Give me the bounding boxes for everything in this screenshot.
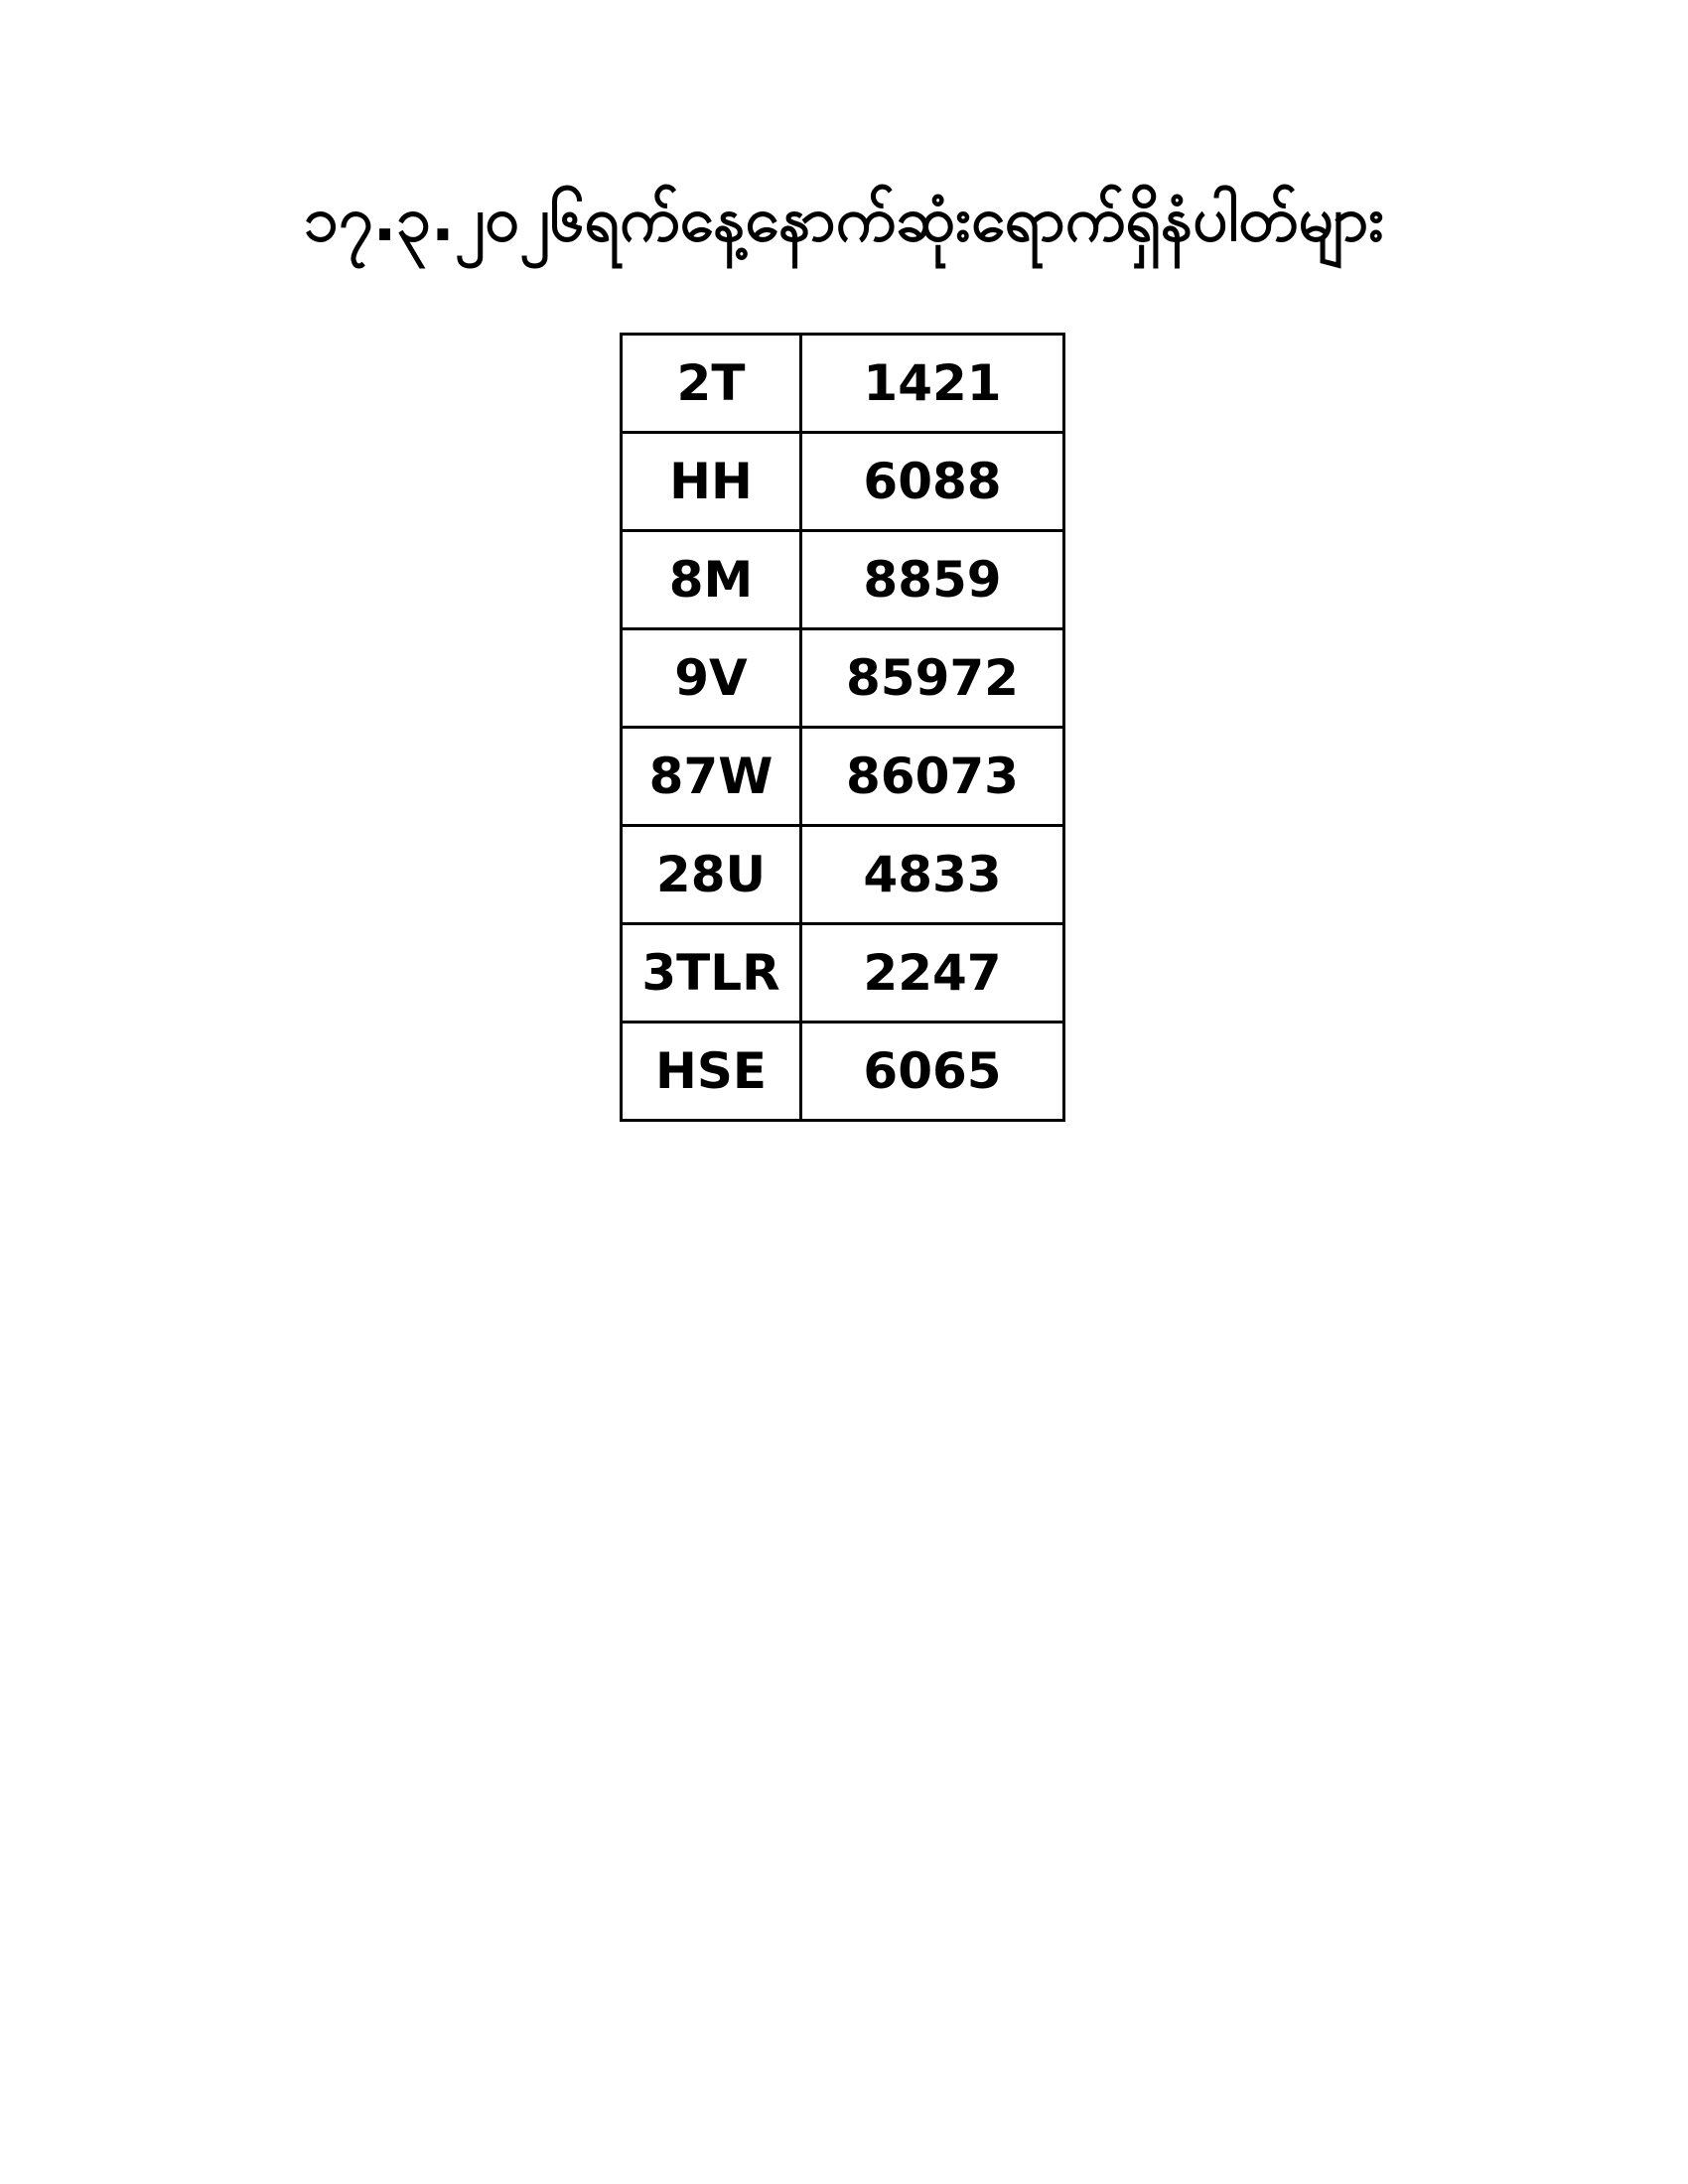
table-cell-code: 3TLR <box>622 924 801 1023</box>
table-cell-value: 8859 <box>801 531 1064 629</box>
table-row <box>622 924 1064 1023</box>
table-cell-value: 2247 <box>801 924 1064 1023</box>
table-cell-code: 9V <box>622 629 801 728</box>
table-cell-code: 2T <box>622 335 801 433</box>
table-row <box>622 433 1064 531</box>
table-cell-value: 4833 <box>801 826 1064 924</box>
data-table <box>620 333 1065 1122</box>
table-row <box>622 1023 1064 1121</box>
table-cell-code: HSE <box>622 1023 801 1121</box>
table-row <box>622 335 1064 433</box>
table-row <box>622 629 1064 728</box>
table-cell-code: HH <box>622 433 801 531</box>
table-cell-value: 6088 <box>801 433 1064 531</box>
data-table-container <box>620 333 1065 1122</box>
table-cell-value: 85972 <box>801 629 1064 728</box>
table-row <box>622 728 1064 826</box>
table-cell-value: 1421 <box>801 335 1064 433</box>
table-cell-value: 6065 <box>801 1023 1064 1121</box>
page-title: ၁၇.၃.၂၀၂၆ရက်နေ့နောက်ဆုံးရောက်ရှိနံပါတ်များ <box>303 183 1385 255</box>
table-row <box>622 826 1064 924</box>
table-cell-value: 86073 <box>801 728 1064 826</box>
table-cell-code: 28U <box>622 826 801 924</box>
table-row <box>622 531 1064 629</box>
table-cell-code: 87W <box>622 728 801 826</box>
table-cell-code: 8M <box>622 531 801 629</box>
